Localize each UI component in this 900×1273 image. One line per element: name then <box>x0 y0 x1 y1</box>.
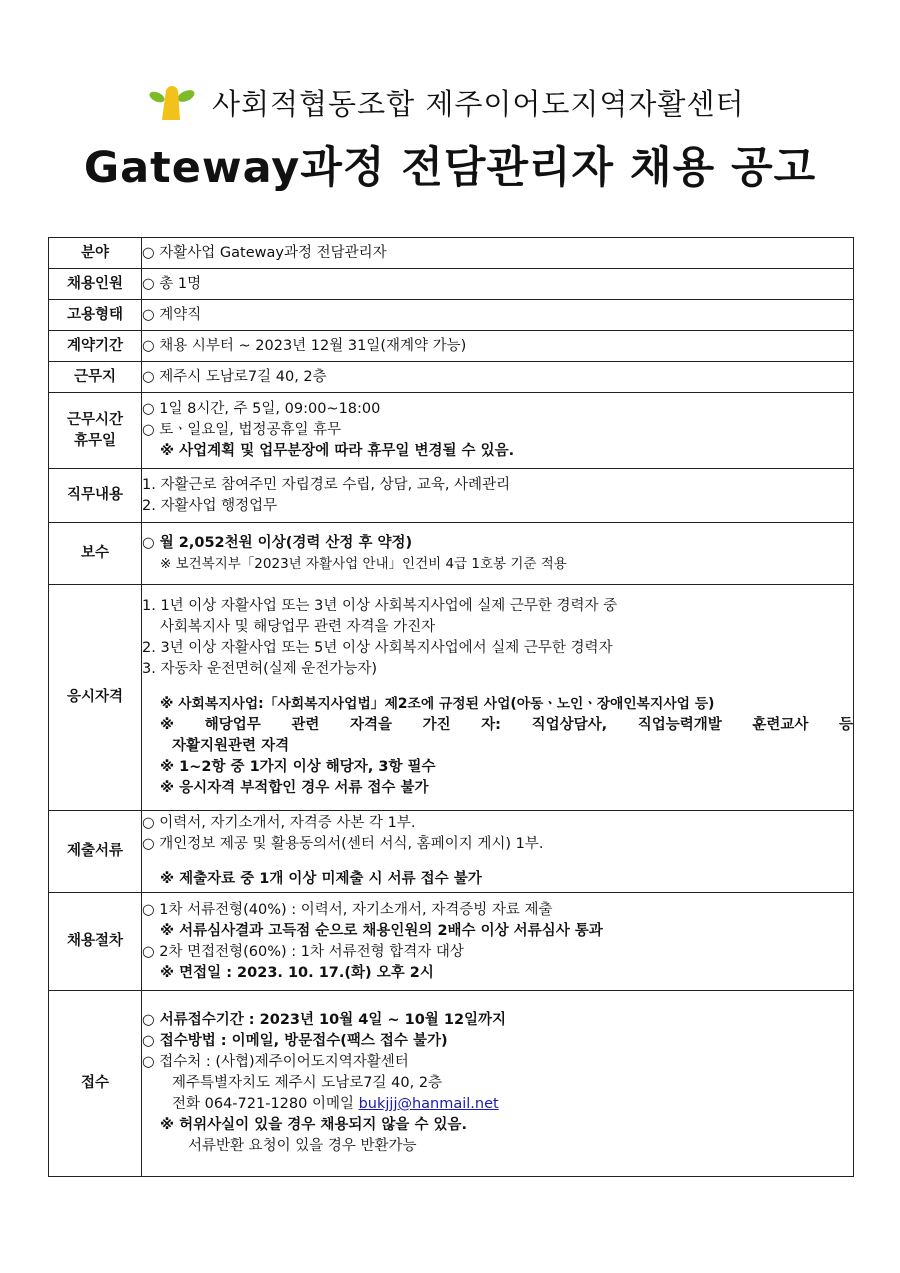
documents-line2: ○ 개인정보 제공 및 활용동의서(센터 서식, 홈페이지 게시) 1부. <box>142 836 544 852</box>
qualification-note4: ※ 응시자격 부적합인 경우 서류 접수 불가 <box>160 780 429 796</box>
row-label-qualification: 응시자격 <box>49 585 142 811</box>
note2-word: 가진 <box>422 717 451 733</box>
note2-word: 자격을 <box>349 717 392 733</box>
qualification-line2: 사회복지사 및 해당업무 관련 자격을 가진자 <box>160 619 436 635</box>
table-row <box>49 991 854 1177</box>
note2-word: 자: <box>481 717 501 733</box>
application-contact <box>142 1094 853 1115</box>
row-label-hours <box>49 393 142 469</box>
table-row <box>49 300 854 331</box>
row-value-hours <box>142 393 854 469</box>
row-label-field: 분야 <box>49 238 142 269</box>
contract-period-text: ○ 채용 시부터 ~ 2023년 12월 31일(재계약 가능) <box>142 337 467 354</box>
spacer <box>142 855 853 869</box>
duties-line2: 2. 자활사업 행정업무 <box>142 497 278 514</box>
table-row <box>49 811 854 893</box>
note2-word: 등 <box>838 717 853 733</box>
row-label-workplace: 근무지 <box>49 362 142 393</box>
application-method: ○ 접수방법 : 이메일, 방문접수(팩스 접수 불가) <box>142 1033 448 1049</box>
spacer <box>142 680 853 694</box>
table-row <box>49 331 854 362</box>
documents-note: ※ 제출자료 중 1개 이상 미제출 시 서류 접수 불가 <box>160 871 482 887</box>
application-place: ○ 접수처 : (사협)제주이어도지역자활센터 <box>142 1054 409 1070</box>
employment-type-text: ○ 계약직 <box>142 306 202 323</box>
table-row <box>49 585 854 811</box>
hours-label-line1: 근무시간 <box>66 411 124 428</box>
row-value-headcount <box>142 269 854 300</box>
pay-line1: ○ 월 2,052천원 이상(경력 산정 후 약정) <box>142 534 413 551</box>
qualification-line4: 3. 자동차 운전면허(실제 운전가능자) <box>142 661 378 677</box>
field-text: ○ 자활사업 Gateway과정 전담관리자 <box>142 244 387 261</box>
procedure-note2: ※ 면접일 : 2023. 10. 17.(화) 오후 2시 <box>160 964 434 981</box>
row-label-contract-period: 계약기간 <box>49 331 142 362</box>
table-row <box>49 523 854 585</box>
row-value-employment-type <box>142 300 854 331</box>
contact-phone: 전화 064-721-1280 이메일 <box>172 1096 354 1112</box>
organization-name: 사회적협동조합 제주이어도지역자활센터 <box>212 87 745 121</box>
hours-note: ※ 사업계획 및 업무분장에 따라 휴무일 변경될 수 있음. <box>160 443 515 459</box>
hours-label-line2: 휴무일 <box>73 432 117 449</box>
row-label-pay: 보수 <box>49 523 142 585</box>
row-label-headcount: 채용인원 <box>49 269 142 300</box>
duties-line1: 1. 자활근로 참여주민 자립경로 수립, 상담, 교육, 사례관리 <box>142 476 511 493</box>
table-row <box>49 469 854 523</box>
hours-line1: ○ 1일 8시간, 주 5일, 09:00~18:00 <box>142 401 381 417</box>
note2-word: 관련 <box>291 717 320 733</box>
sprout-logo-icon <box>148 84 196 124</box>
procedure-note1: ※ 서류심사결과 고득점 순으로 채용인원의 2배수 이상 서류심사 통과 <box>160 922 603 939</box>
qualification-note2 <box>142 715 853 736</box>
documents-line1: ○ 이력서, 자기소개서, 자격증 사본 각 1부. <box>142 815 416 831</box>
row-value-field <box>142 238 854 269</box>
hours-line2: ○ 토ㆍ일요일, 법정공휴일 휴무 <box>142 422 342 438</box>
row-value-contract-period <box>142 331 854 362</box>
headcount-text: ○ 총 1명 <box>142 275 202 292</box>
application-period: ○ 서류접수기간 : 2023년 10월 4일 ~ 10월 12일까지 <box>142 1012 507 1028</box>
row-value-pay <box>142 523 854 585</box>
note2-word: 해당업무 <box>204 717 261 733</box>
note2-word: 훈련교사 <box>752 717 809 733</box>
table-row <box>49 238 854 269</box>
page-title: Gateway과정 전담관리자 채용 공고 <box>83 143 817 193</box>
qualification-line1: 1. 1년 이상 자활사업 또는 3년 이상 사회복지사업에 실제 근무한 경력자 중 <box>142 598 618 614</box>
procedure-line3: ○ 2차 면접전형(60%) : 1차 서류전형 합격자 대상 <box>142 943 464 960</box>
row-value-procedure <box>142 893 854 991</box>
application-note: ※ 허위사실이 있을 경우 채용되지 않을 수 있음. <box>160 1117 468 1133</box>
row-value-qualification <box>142 585 854 811</box>
row-value-documents <box>142 811 854 893</box>
procedure-line1: ○ 1차 서류전형(40%) : 이력서, 자기소개서, 자격증빙 자료 제출 <box>142 901 553 918</box>
row-value-duties <box>142 469 854 523</box>
header <box>0 84 900 130</box>
table-row <box>49 393 854 469</box>
table-row <box>49 893 854 991</box>
row-value-application <box>142 991 854 1177</box>
qualification-note3: ※ 1~2항 중 1가지 이상 해당자, 3항 필수 <box>160 759 436 775</box>
note2-word: 직업상담사, <box>531 717 608 733</box>
qualification-line3: 2. 3년 이상 자활사업 또는 5년 이상 사회복지사업에서 실제 근무한 경력자 <box>142 640 613 656</box>
note2-word: ※ <box>160 717 175 733</box>
email-link[interactable]: bukjjj@hanmail.net <box>358 1096 499 1112</box>
pay-note: ※ 보건복지부「2023년 자활사업 안내」인건비 4급 1호봉 기준 적용 <box>160 555 567 572</box>
note2-word: 직업능력개발 <box>637 717 722 733</box>
row-label-documents: 제출서류 <box>49 811 142 893</box>
application-return: 서류반환 요청이 있을 경우 반환가능 <box>188 1138 417 1154</box>
row-label-duties: 직무내용 <box>49 469 142 523</box>
row-label-procedure: 채용절차 <box>49 893 142 991</box>
table-row <box>49 269 854 300</box>
row-value-workplace <box>142 362 854 393</box>
application-address: 제주특별자치도 제주시 도남로7길 40, 2층 <box>172 1075 443 1091</box>
table-row <box>49 362 854 393</box>
qualification-note2-continued: 자활지원관련 자격 <box>172 738 290 754</box>
row-label-application: 접수 <box>49 991 142 1177</box>
row-label-employment-type: 고용형태 <box>49 300 142 331</box>
workplace-text: ○ 제주시 도남로7길 40, 2층 <box>142 368 327 385</box>
recruitment-table <box>48 237 854 1177</box>
qualification-note1: ※ 사회복지사업:「사회복지사업법」제2조에 규정된 사업(아동ㆍ노인ㆍ장애인복지사업 등) <box>160 696 715 712</box>
